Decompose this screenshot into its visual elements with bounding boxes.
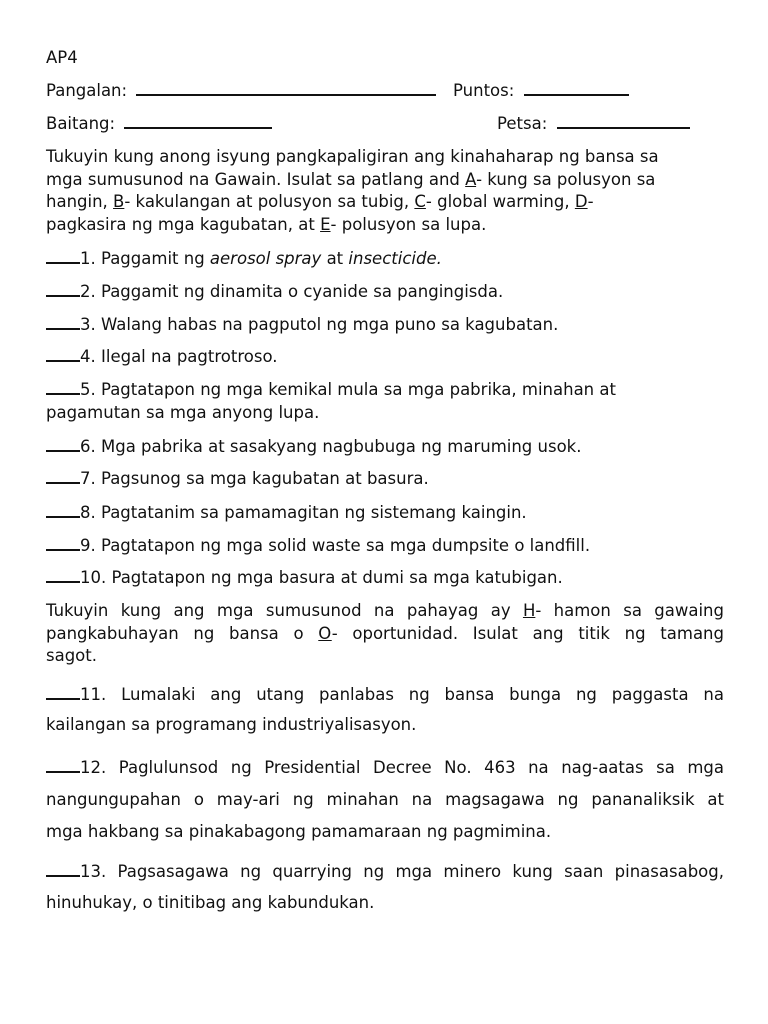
answer-blank[interactable]	[46, 535, 80, 551]
question-item-5-cont: pagamutan sa mga anyong lupa.	[46, 403, 320, 422]
answer-blank[interactable]	[46, 567, 80, 583]
date-label: Petsa:	[497, 114, 548, 133]
name-label: Pangalan:	[46, 81, 128, 100]
instruction-line: Tukuyin kung ang mga sumusunod na pahayag ay H- hamon sa gawaing	[46, 601, 724, 620]
grade-row	[46, 113, 272, 135]
name-blank[interactable]	[136, 80, 436, 96]
answer-blank[interactable]	[46, 684, 80, 700]
question-item-11: 11. Lumalaki ang utang panlabas ng bansa bunga ng paggasta na kailangan sa programang industriyalisasyon.	[46, 685, 724, 734]
section2-instructions	[46, 600, 724, 668]
key-letter-h: H	[522, 601, 536, 620]
question-item-12: 12. Paglulunsod ng Presidential Decree No. 463 na nag-aatas sa mga nangungupahan o may-ari ng minahan na magsagawa ng pananaliksik at mga hakbang sa pinakabagong pamamaraan ng pagmimina.	[46, 758, 724, 841]
key-letter-b: B	[113, 192, 125, 211]
question-item-4: 4. Ilegal na pagtrotroso.	[46, 346, 278, 368]
instruction-line: Tukuyin kung anong isyung pangkapaligiran ang kinahaharap ng bansa sa	[46, 147, 659, 166]
question-item-8: 8. Pagtatanim sa pamamagitan ng sistemang kaingin.	[46, 502, 527, 524]
question-item-1: 1. Paggamit ng aerosol spray at insecticide.	[46, 248, 442, 270]
key-letter-e: E	[320, 214, 331, 234]
score-label: Puntos:	[453, 81, 515, 100]
answer-blank[interactable]	[46, 379, 80, 395]
grade-blank[interactable]	[124, 113, 272, 129]
section1-instructions	[46, 146, 724, 236]
question-item-9: 9. Pagtatapon ng mga solid waste sa mga dumpsite o landfill.	[46, 535, 590, 557]
question-item-5: 5. Pagtatapon ng mga kemikal mula sa mga pabrika, minahan at	[46, 379, 616, 401]
key-letter-a: A	[465, 169, 477, 189]
answer-blank[interactable]	[46, 346, 80, 362]
instruction-line: sagot.	[46, 646, 97, 665]
answer-blank[interactable]	[46, 436, 80, 452]
answer-blank[interactable]	[46, 281, 80, 297]
question-item-13: 13. Pagsasagawa ng quarrying ng mga minero kung saan pinasasabog, hinuhukay, o tinitibag ang kabundukan.	[46, 862, 724, 912]
key-letter-d: D	[574, 192, 588, 211]
score-blank[interactable]	[524, 80, 629, 96]
date-blank[interactable]	[557, 113, 690, 129]
answer-blank[interactable]	[46, 861, 80, 877]
answer-blank[interactable]	[46, 248, 80, 264]
answer-blank[interactable]	[46, 314, 80, 330]
date-row	[497, 113, 690, 135]
instruction-line: pagkasira ng mga kagubatan, at E- polusyon sa lupa.	[46, 214, 487, 234]
instruction-line: mga sumusunod na Gawain. Isulat sa patlang and A- kung sa polusyon sa	[46, 169, 656, 189]
answer-blank[interactable]	[46, 757, 80, 773]
instruction-line: pangkabuhayan ng bansa o O- oportunidad. Isulat ang titik ng tamang	[46, 623, 724, 643]
subject-label: AP4	[46, 48, 78, 67]
answer-blank[interactable]	[46, 502, 80, 518]
question-item-3: 3. Walang habas na pagputol ng mga puno sa kagubatan.	[46, 314, 558, 336]
instruction-line: hangin, B- kakulangan at polusyon sa tubig, C- global warming, D-	[46, 192, 594, 211]
key-letter-c: C	[414, 192, 426, 211]
answer-blank[interactable]	[46, 468, 80, 484]
question-item-10: 10. Pagtatapon ng mga basura at dumi sa mga katubigan.	[46, 567, 563, 589]
grade-label: Baitang:	[46, 114, 116, 133]
question-item-6: 6. Mga pabrika at sasakyang nagbubuga ng maruming usok.	[46, 436, 581, 458]
question-item-2: 2. Paggamit ng dinamita o cyanide sa pangingisda.	[46, 281, 503, 303]
name-row	[46, 80, 436, 102]
question-item-7: 7. Pagsunog sa mga kagubatan at basura.	[46, 468, 429, 490]
key-letter-o: O	[318, 623, 332, 643]
score-row	[453, 80, 629, 102]
